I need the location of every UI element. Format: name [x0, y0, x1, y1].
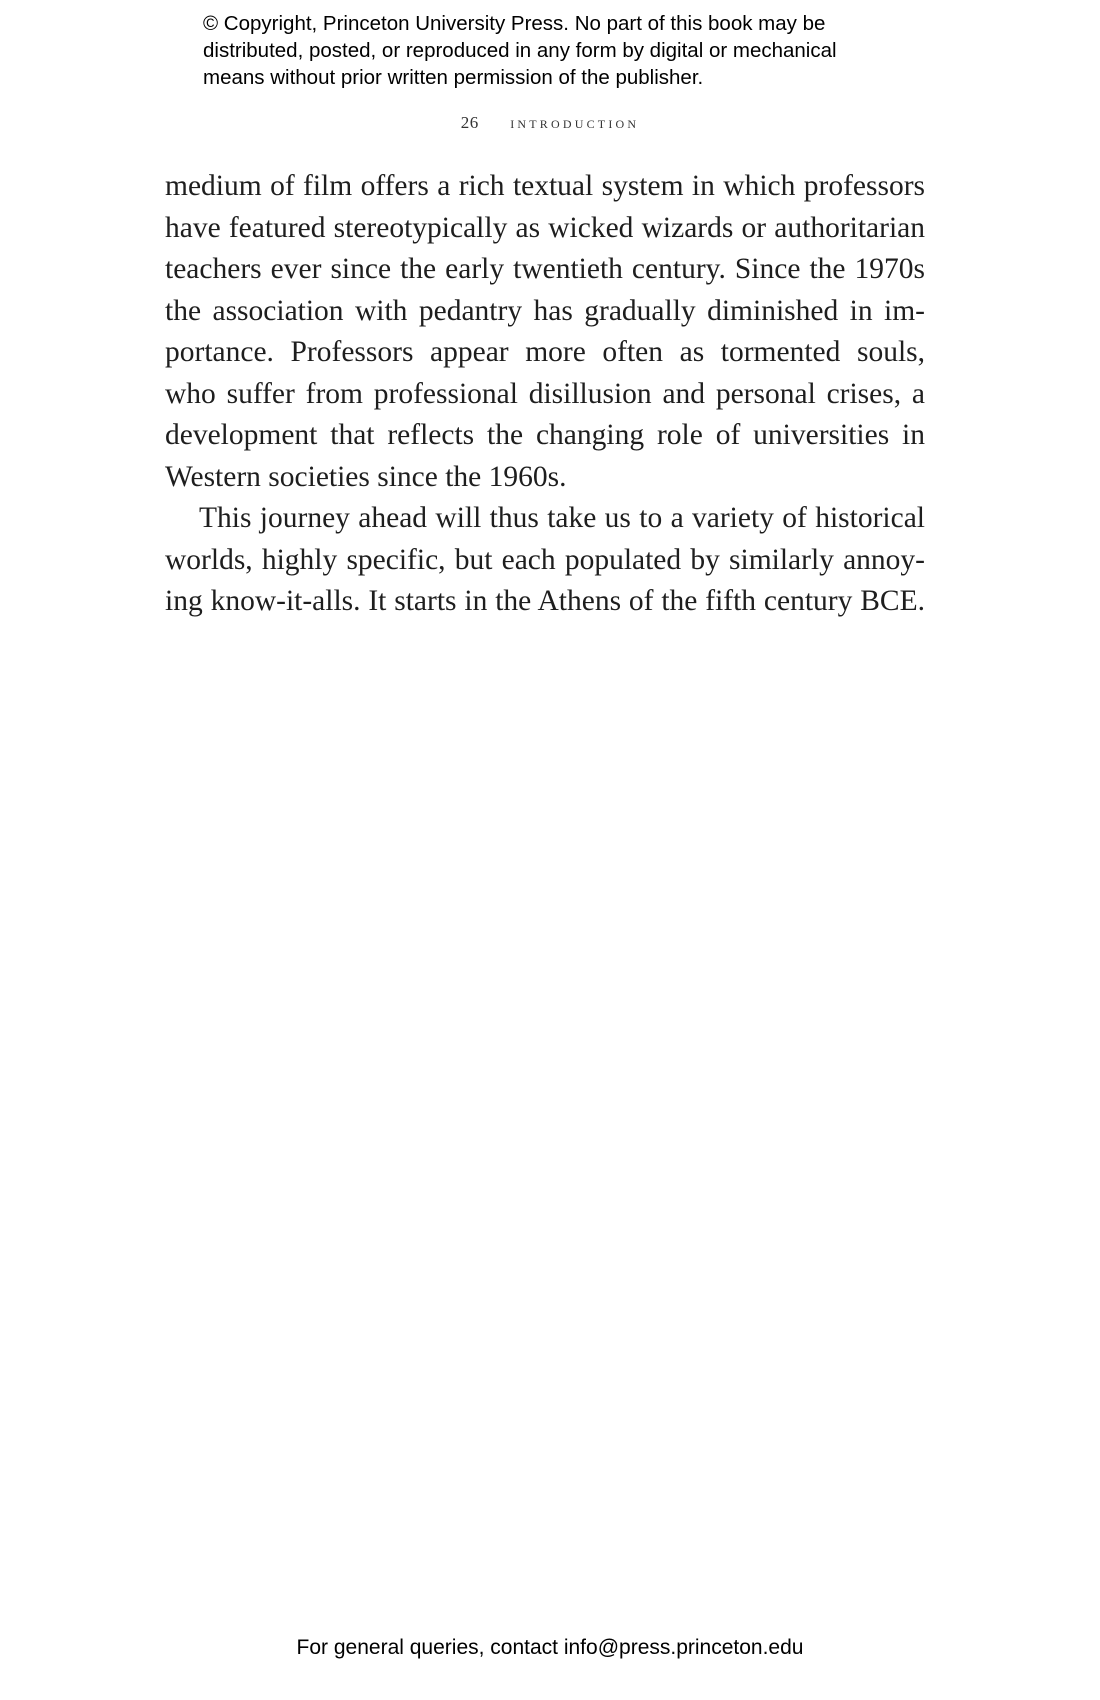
paragraph — [165, 166, 925, 498]
text-line: worlds, highly specific, but each populated by similarly annoy- — [165, 543, 925, 576]
copyright-line: means without prior written permission of the publisher. — [203, 66, 704, 89]
text-line: medium of film offers a rich textual system in which professors — [165, 170, 925, 202]
copyright-notice — [203, 10, 903, 91]
body-text — [165, 166, 925, 623]
page-number: 26 — [460, 113, 479, 132]
text-line: Western societies since the 1960s. — [165, 460, 567, 493]
text-line: ing know-it-alls. It starts in the Athens of the fifth century BCE. — [165, 585, 925, 617]
chapter-title: introduction — [510, 113, 640, 132]
text-line: development that reflects the changing role of universities in — [165, 419, 925, 451]
copyright-line: distributed, posted, or reproduced in any form by digital or mechanical — [203, 39, 837, 62]
paragraph — [165, 498, 925, 623]
copyright-line: © Copyright, Princeton University Press. No part of this book may be — [203, 12, 826, 35]
running-head — [0, 113, 1100, 133]
text-line: the association with pedantry has gradually diminished in im- — [165, 294, 925, 327]
text-line: who suffer from professional disillusion and personal crises, a — [165, 377, 925, 410]
text-line: portance. Professors appear more often as tormented souls, — [165, 336, 925, 368]
text-line: teachers ever since the early twentieth century. Since the 1970s — [165, 253, 925, 285]
text-line: have featured stereotypically as wicked wizards or authoritarian — [165, 211, 925, 244]
text-line: This journey ahead will thus take us to a variety of historical — [199, 502, 925, 534]
footer-contact: For general queries, contact info@press.princeton.edu — [296, 1636, 804, 1659]
